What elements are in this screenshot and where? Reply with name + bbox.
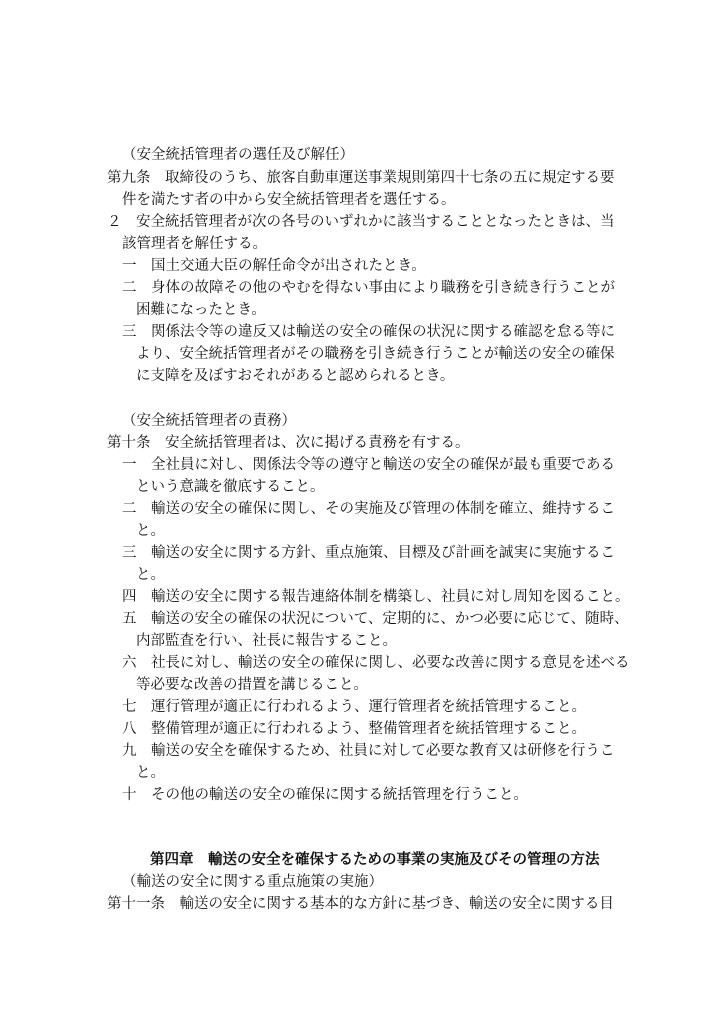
article9-para1-line2: 件を満たす者の中から安全統括管理者を選任する。 bbox=[122, 192, 456, 208]
article10-item7: 七 運行管理が適正に行われるよう、運行管理者を統括管理すること。 bbox=[122, 699, 586, 715]
article9-item2-line1: 二 身体の故障その他のやむを得ない事由により職務を引き続き行うことが bbox=[122, 280, 615, 296]
article10-heading: （安全統括管理者の責務） bbox=[122, 413, 296, 429]
article9-item1: 一 国土交通大臣の解任命令が出されたとき。 bbox=[122, 258, 426, 274]
article10-item9-line1: 九 輸送の安全を確保するため、社員に対して必要な教育又は研修を行うこ bbox=[122, 743, 615, 759]
article10-item6-line1: 六 社長に対し、輸送の安全の確保に関し、必要な改善に関する意見を述べる bbox=[122, 655, 630, 671]
article10-item2-line1: 二 輸送の安全の確保に関し、その実施及び管理の体制を確立、維持するこ bbox=[122, 501, 615, 517]
article10-item3-line2: と。 bbox=[136, 567, 165, 583]
chapter4-title: 第四章 輸送の安全を確保するための事業の実施及びその管理の方法 bbox=[150, 851, 600, 868]
article9-para2-line1: ２ 安全統括管理者が次の各号のいずれかに該当することとなったときは、当 bbox=[107, 214, 615, 230]
article10-item8: 八 整備管理が適正に行われるよう、整備管理者を統括管理すること。 bbox=[122, 721, 586, 737]
article10-item10: 十 その他の輸送の安全の確保に関する統括管理を行うこと。 bbox=[122, 787, 528, 803]
article10-item5-line2: 内部監査を行い、社長に報告すること。 bbox=[136, 633, 397, 649]
article9-item2-line2: 困難になったとき。 bbox=[136, 302, 266, 318]
article9-heading: （安全統括管理者の選任及び解任） bbox=[122, 147, 354, 163]
article10-item2-line2: と。 bbox=[136, 523, 165, 539]
article10-item1-line2: という意識を徹底すること。 bbox=[136, 479, 325, 495]
article10-item1-line1: 一 全社員に対し、関係法令等の遵守と輸送の安全の確保が最も重要である bbox=[122, 457, 615, 473]
article11-heading: （輸送の安全に関する重点施策の実施） bbox=[122, 874, 383, 890]
article10-item6-line2: 等必要な改善の措置を講じること。 bbox=[136, 677, 368, 693]
article9-item3-line3: に支障を及ぼすおそれがあると認められるとき。 bbox=[136, 368, 455, 384]
article10-item3-line1: 三 輸送の安全に関する方針、重点施策、目標及び計画を誠実に実施するこ bbox=[122, 545, 615, 561]
article9-item3-line1: 三 関係法令等の違反又は輸送の安全の確保の状況に関する確認を怠る等に bbox=[122, 324, 615, 340]
article10-item5-line1: 五 輸送の安全の確保の状況について、定期的に、かつ必要に応じて、随時、 bbox=[122, 611, 629, 627]
article11-para1-line1: 第十一条 輸送の安全に関する基本的な方針に基づき、輸送の安全に関する目 bbox=[107, 896, 614, 912]
article9-item3-line2: より、安全統括管理者がその職務を引き続き行うことが輸送の安全の確保 bbox=[136, 346, 615, 362]
article10-item4: 四 輸送の安全に関する報告連絡体制を構築し、社員に対し周知を図ること。 bbox=[122, 589, 630, 605]
article10-intro: 第十条 安全統括管理者は、次に掲げる責務を有する。 bbox=[107, 435, 470, 451]
article9-para2-line2: 該管理者を解任する。 bbox=[122, 236, 267, 252]
article9-para1-line1: 第九条 取締役のうち、旅客自動車運送事業規則第四十七条の五に規定する要 bbox=[107, 170, 615, 186]
article10-item9-line2: と。 bbox=[136, 765, 165, 781]
